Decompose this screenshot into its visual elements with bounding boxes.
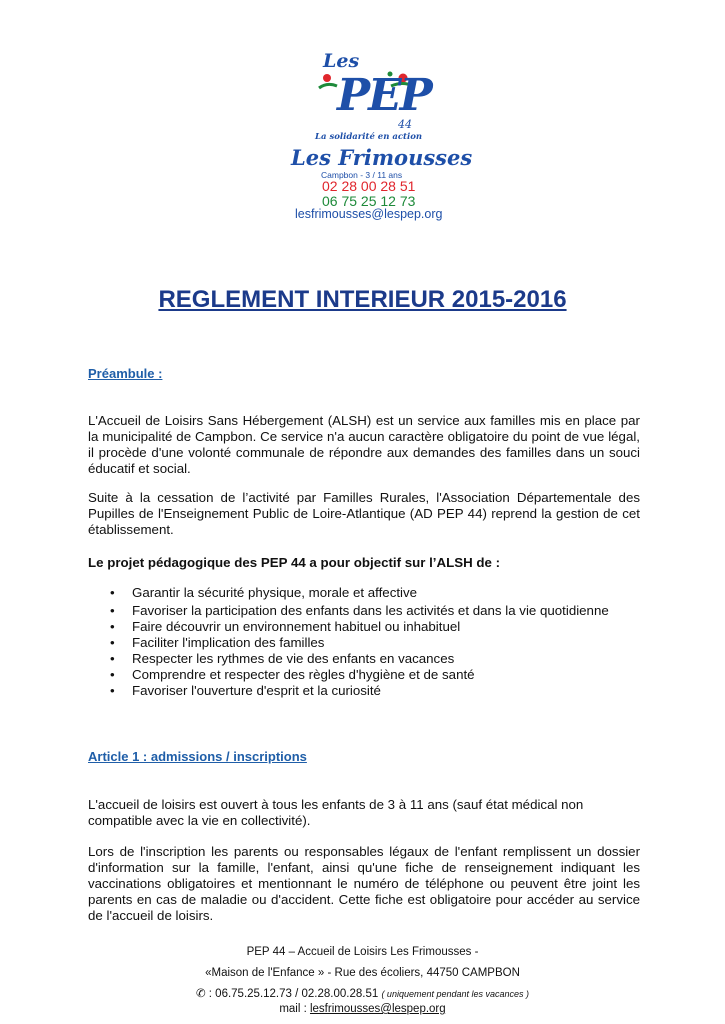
logo-pep-text: PEP	[337, 70, 431, 121]
footer-line-1: PEP 44 – Accueil de Loisirs Les Frimousses -	[246, 946, 479, 958]
logo-name: Les Frimousses	[291, 145, 473, 170]
pep44-logo	[285, 50, 473, 225]
list-item: • Comprendre et respecter des règles d'hygiène et de santé	[110, 667, 609, 683]
footer-phones-note: ( uniquement pendant les vacances )	[381, 989, 530, 999]
footer-mail-label: mail :	[279, 1003, 310, 1015]
logo-email: lesfrimousses@lespep.org	[295, 207, 443, 221]
logo-phone-2: 06 75 25 12 73	[322, 193, 416, 209]
preambule-heading: Préambule :	[88, 366, 163, 381]
article-1-heading: Article 1 : admissions / inscriptions	[88, 749, 307, 764]
logo-slogan: La solidarité en action	[315, 132, 423, 142]
logo-number: 44	[398, 118, 412, 131]
phone-icon: ✆	[195, 988, 206, 1000]
list-item: • Faire découvrir un environnement habituel ou inhabituel	[110, 619, 609, 635]
list-item: • Faciliter l'implication des familles	[110, 635, 609, 651]
objectives-list	[110, 585, 609, 699]
list-item: • Favoriser la participation des enfants dans les activités et dans la vie quotidienne	[110, 603, 609, 619]
preambule-paragraph-1: L'Accueil de Loisirs Sans Hébergement (ALSH) est un service aux familles mis en place par la municipalité de Campbon. Ce service n'a aucun caractère obligatoire du point de vue légal, il procède d'une volonté communale de répondre aux demandes des familles dans un souci éducatif et social.	[88, 413, 640, 476]
article-1-paragraph-1: L'accueil de loisirs est ouvert à tous les enfants de 3 à 11 ans (sauf état médical non compatible avec la vie en collectivité).	[88, 797, 584, 828]
footer-phone-numbers: : 06.75.25.12.73 / 02.28.00.28.51	[205, 988, 382, 1000]
logo-location: Campbon - 3 / 11 ans	[321, 170, 403, 180]
objectif-heading: Le projet pédagogique des PEP 44 a pour objectif sur l’ALSH de :	[88, 555, 501, 570]
footer-address: «Maison de l'Enfance » - Rue des écoliers, 44750 CAMPBON	[205, 967, 520, 979]
article-1-paragraph-2: Lors de l'inscription les parents ou responsables légaux de l'enfant remplissent un dossier d'information sur la famille, l'enfant, ainsi qu'une fiche de renseignement indiquant les vaccinations obligatoires et mentionnant le numéro de téléphone ou peuvent être joint les parents en cas de maladie ou d'accident. Cette fiche est obligatoire pour accéder au service de l'accueil de loisirs.	[88, 844, 640, 923]
logo-les-text: Les	[323, 50, 360, 72]
preambule-paragraph-2: Suite à la cessation de l’activité par Familles Rurales, l'Association Départementale des Pupilles de l'Enseignement Public de Loire-Atlantique (AD PEP 44) reprend la gestion de cet établissement.	[88, 490, 640, 537]
list-item: • Respecter les rythmes de vie des enfants en vacances	[110, 651, 609, 667]
document-title: REGLEMENT INTERIEUR 2015-2016	[158, 286, 567, 313]
footer-mail	[0, 1003, 725, 1015]
list-item: • Garantir la sécurité physique, morale et affective	[110, 585, 609, 601]
footer-mail-link[interactable]: lesfrimousses@lespep.org	[309, 1003, 446, 1015]
list-item: • Favoriser l'ouverture d'esprit et la curiosité	[110, 683, 609, 699]
logo-phone-1: 02 28 00 28 51	[322, 178, 416, 194]
footer-phones	[0, 986, 725, 1000]
